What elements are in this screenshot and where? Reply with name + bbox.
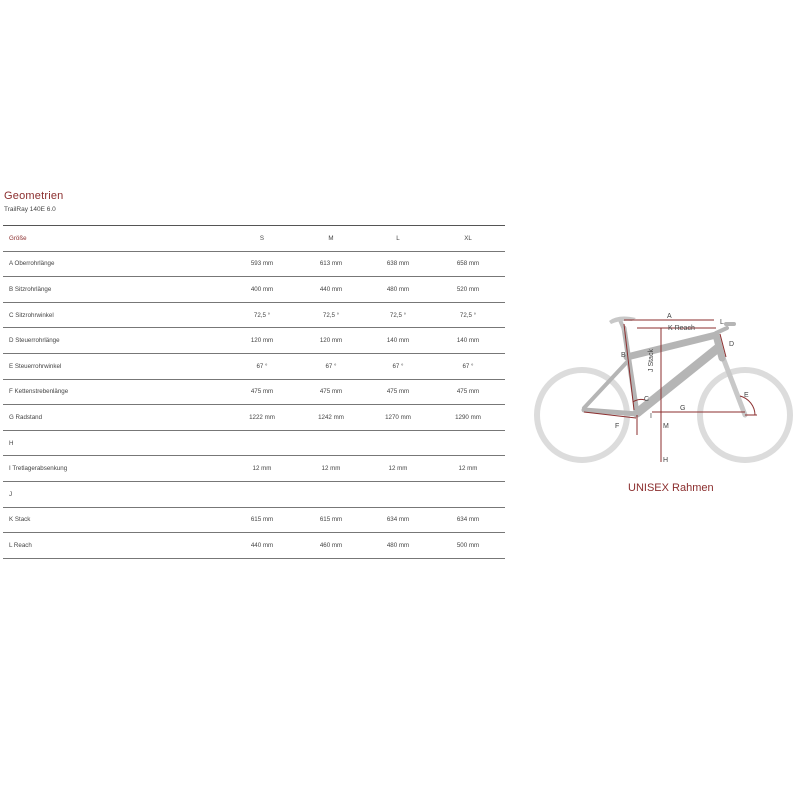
label-a: A bbox=[667, 313, 672, 320]
row-label: A Oberrohrlänge bbox=[3, 251, 227, 277]
cell-value: 67 ° bbox=[431, 353, 505, 379]
table-row bbox=[3, 379, 505, 405]
row-label: G Radstand bbox=[3, 405, 227, 431]
cell-value: 120 mm bbox=[227, 328, 297, 354]
cell-value: 1290 mm bbox=[431, 405, 505, 431]
cell-value bbox=[297, 481, 365, 507]
label-d: D bbox=[729, 341, 735, 348]
label-m: M bbox=[663, 423, 669, 430]
cell-value: 67 ° bbox=[227, 353, 297, 379]
cell-value: 12 mm bbox=[227, 456, 297, 482]
cell-value: 72,5 ° bbox=[297, 302, 365, 328]
cell-value: 1242 mm bbox=[297, 405, 365, 431]
size-header-xl: XL bbox=[431, 226, 505, 252]
bike-geometry-diagram bbox=[532, 300, 800, 470]
cell-value: 1222 mm bbox=[227, 405, 297, 431]
size-header-l: L bbox=[365, 226, 431, 252]
table-row bbox=[3, 507, 505, 533]
label-l: L bbox=[720, 319, 724, 326]
cell-value: 658 mm bbox=[431, 251, 505, 277]
row-label: J bbox=[3, 481, 227, 507]
table-row bbox=[3, 430, 505, 456]
label-c: C bbox=[644, 396, 650, 403]
table-row bbox=[3, 353, 505, 379]
label-b: B bbox=[621, 352, 626, 359]
cell-value: 634 mm bbox=[365, 507, 431, 533]
table-row bbox=[3, 481, 505, 507]
cell-value: 67 ° bbox=[365, 353, 431, 379]
top-tube bbox=[627, 335, 716, 357]
table-row bbox=[3, 456, 505, 482]
cell-value: 613 mm bbox=[297, 251, 365, 277]
fork bbox=[722, 355, 745, 415]
cell-value: 1270 mm bbox=[365, 405, 431, 431]
frame-type-caption: UNISEX Rahmen bbox=[628, 482, 714, 494]
cell-value bbox=[227, 481, 297, 507]
label-j-stack: J Stack bbox=[648, 349, 655, 372]
size-header-label: Größe bbox=[3, 226, 227, 252]
cell-value bbox=[431, 481, 505, 507]
cell-value bbox=[365, 430, 431, 456]
cell-value: 72,5 ° bbox=[431, 302, 505, 328]
cell-value: 460 mm bbox=[297, 533, 365, 559]
cell-value: 475 mm bbox=[431, 379, 505, 405]
label-e: E bbox=[744, 392, 749, 399]
cell-value: 634 mm bbox=[431, 507, 505, 533]
table-row bbox=[3, 277, 505, 303]
cell-value: 400 mm bbox=[227, 277, 297, 303]
table-header-row bbox=[3, 226, 505, 252]
label-k-reach: K Reach bbox=[668, 325, 695, 332]
row-label: I Tretlagerabsenkung bbox=[3, 456, 227, 482]
cell-value: 140 mm bbox=[431, 328, 505, 354]
row-label: L Reach bbox=[3, 533, 227, 559]
cell-value: 12 mm bbox=[365, 456, 431, 482]
row-label: D Steuerrohrlänge bbox=[3, 328, 227, 354]
cell-value: 440 mm bbox=[297, 277, 365, 303]
row-label: E Steuerrohrwinkel bbox=[3, 353, 227, 379]
cell-value: 72,5 ° bbox=[365, 302, 431, 328]
size-header-m: M bbox=[297, 226, 365, 252]
geometry-table bbox=[3, 225, 505, 559]
cell-value: 475 mm bbox=[297, 379, 365, 405]
cell-value bbox=[227, 430, 297, 456]
table-row bbox=[3, 302, 505, 328]
cell-value: 12 mm bbox=[431, 456, 505, 482]
cell-value: 140 mm bbox=[365, 328, 431, 354]
table-row bbox=[3, 405, 505, 431]
cell-value: 120 mm bbox=[297, 328, 365, 354]
label-h: H bbox=[663, 457, 669, 464]
cell-value: 475 mm bbox=[227, 379, 297, 405]
cell-value: 480 mm bbox=[365, 277, 431, 303]
cell-value: 440 mm bbox=[227, 533, 297, 559]
cell-value: 480 mm bbox=[365, 533, 431, 559]
cell-value: 12 mm bbox=[297, 456, 365, 482]
cell-value bbox=[431, 430, 505, 456]
table-row bbox=[3, 328, 505, 354]
cell-value: 615 mm bbox=[297, 507, 365, 533]
table-row bbox=[3, 533, 505, 559]
label-i: I bbox=[650, 413, 652, 420]
model-name: TrailRay 140E 6.0 bbox=[4, 206, 56, 213]
size-header-s: S bbox=[227, 226, 297, 252]
row-label: B Sitzrohrlänge bbox=[3, 277, 227, 303]
row-label: H bbox=[3, 430, 227, 456]
label-f: F bbox=[615, 423, 620, 430]
cell-value: 500 mm bbox=[431, 533, 505, 559]
cell-value bbox=[297, 430, 365, 456]
cell-value: 520 mm bbox=[431, 277, 505, 303]
row-label: F Kettenstrebenlänge bbox=[3, 379, 227, 405]
cell-value: 615 mm bbox=[227, 507, 297, 533]
cell-value: 72,5 ° bbox=[227, 302, 297, 328]
cell-value: 67 ° bbox=[297, 353, 365, 379]
row-label: C Sitzrohrwinkel bbox=[3, 302, 227, 328]
cell-value: 475 mm bbox=[365, 379, 431, 405]
row-label: K Stack bbox=[3, 507, 227, 533]
label-g: G bbox=[680, 405, 686, 412]
cell-value: 638 mm bbox=[365, 251, 431, 277]
table-row bbox=[3, 251, 505, 277]
cell-value bbox=[365, 481, 431, 507]
cell-value: 593 mm bbox=[227, 251, 297, 277]
geometry-title: Geometrien bbox=[4, 190, 64, 202]
